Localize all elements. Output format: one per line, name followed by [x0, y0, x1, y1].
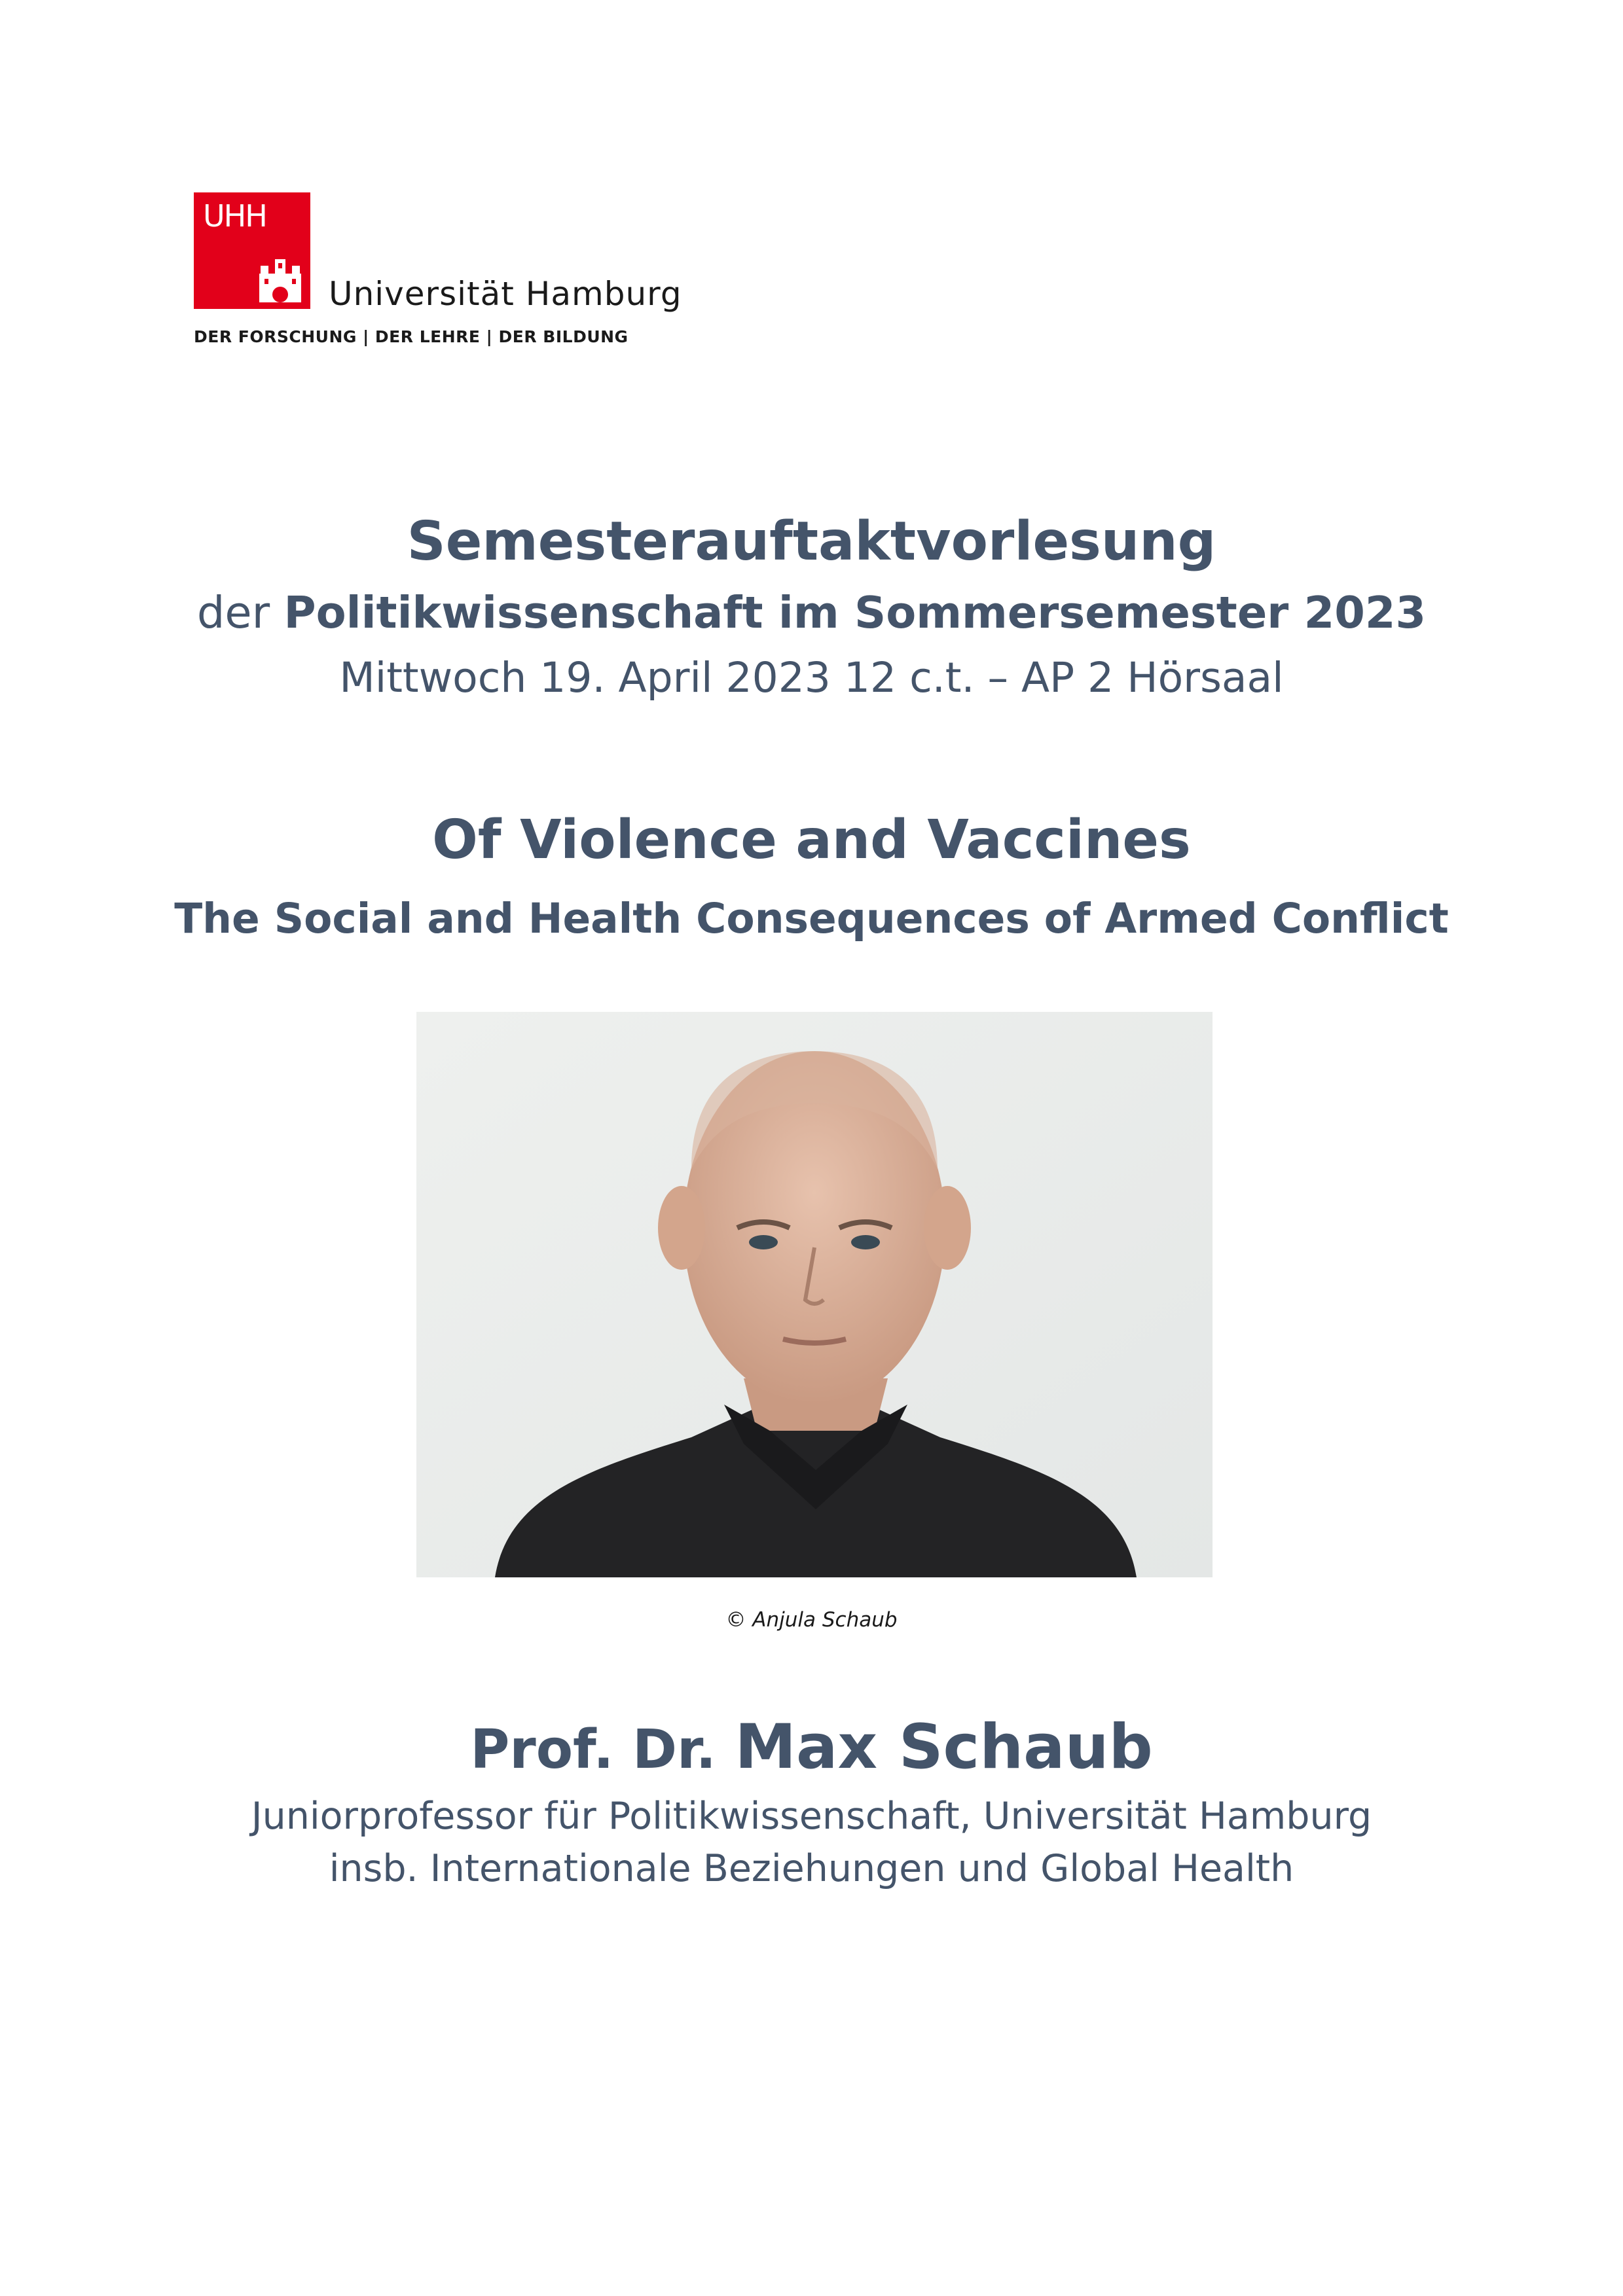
speaker-name-line [0, 1712, 1623, 1783]
speaker-specialization: insb. Internationale Beziehungen und Global Health [329, 1847, 1294, 1890]
lecture-title: Of Violence and Vaccines [432, 809, 1191, 871]
logo-tagline: DER FORSCHUNG | DER LEHRE | DER BILDUNG [194, 327, 629, 346]
event-subtitle-bold: Politikwissenschaft im Sommersemester 2023 [283, 587, 1427, 638]
lecture-subtitle: The Social and Health Consequences of Armed Conflict [174, 895, 1449, 942]
event-date-location: Mittwoch 19. April 2023 12 c.t. – AP 2 Hörsaal [339, 654, 1284, 702]
speaker-name: Max Schaub [735, 1712, 1153, 1783]
logo-red-block [194, 192, 310, 309]
logo-university-name: Universität Hamburg [329, 275, 682, 313]
speaker-position: Juniorprofessor für Politikwissenschaft, Universität Hamburg [251, 1795, 1372, 1838]
speaker-photo [416, 1012, 1213, 1577]
event-subtitle-prefix: der [196, 587, 270, 638]
event-title: Semesterauftaktvorlesung [407, 511, 1216, 573]
university-logo [194, 192, 691, 356]
castle-icon [255, 254, 305, 304]
event-subtitle [0, 586, 1623, 639]
logo-mark-text: UHH [203, 198, 266, 234]
photo-caption: © Anjula Schaub [725, 1608, 898, 1632]
speaker-title-prefix: Prof. Dr. [470, 1719, 716, 1781]
